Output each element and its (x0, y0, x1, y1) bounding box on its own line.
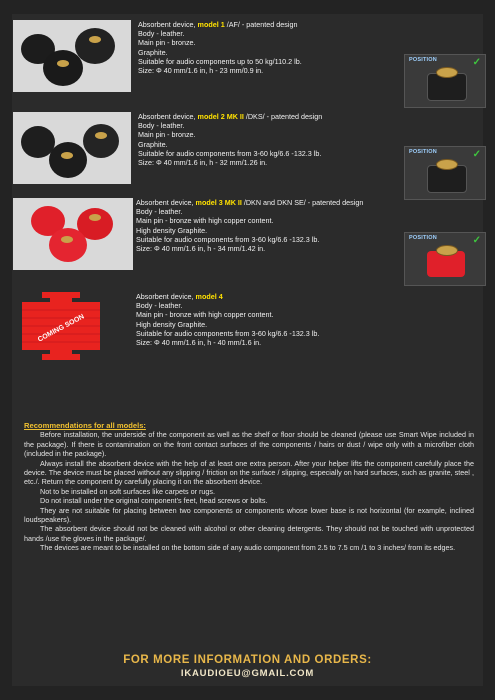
product-photo (13, 198, 133, 270)
contact-email[interactable]: IKAUDIOEU@GMAIL.COM (180, 668, 315, 679)
recommendation-paragraph: Always install the absorbent device with the help of at least one extra person. After your helper lifts the component carefully place the device. The device must be placed without any slipping / friction on the surface / slipping, especially on hard surfaces, such as granite, steel , etc./. Return the component by carefully placing it on the absorbent device. (24, 458, 474, 487)
recommendation-paragraph: Before installation, the underside of the component as well as the shelf or floor should be cleaned (please use Smart Wipe included in the package). If there is contamination on the front contact surfaces of the components / hairs or dust / wipe only with a microfiber cloth (included in the package). (24, 430, 474, 459)
checkmark-icon: ✓ (472, 149, 481, 160)
recommendation-paragraph: Not to be installed on soft surfaces like carpets or rugs. (40, 486, 215, 496)
checkmark-icon: ✓ (472, 235, 481, 246)
product-photo (13, 112, 131, 184)
recommendation-paragraph: They are not suitable for placing between two components or components whose lower base is not horizontal (for example, inclined loudspeakers). (24, 505, 474, 525)
recommendations (24, 421, 474, 553)
checkmark-icon: ✓ (472, 57, 481, 68)
product-description: Absorbent device, model 2 MK II /DKS/ - patented design Body - leather. Main pin - bronze. Graphite. Suitable for audio components from 3-60 kg/6.6 -132.3 lb. Size: Φ 40 mm/1.6 in, h - 32 mm/1.26 in. (138, 112, 323, 168)
product-description: Absorbent device, model 3 MK II /DKN and DKN SE/ - patented design Body - leather. Main pin - bronze with high copper content. High density Graphite. Suitable for audio components from 3-60 kg/6.6 -132.3 lb. Size: Φ 40 mm/1.6 in, h - 34 mm/1.42 in. (136, 198, 364, 254)
recommendation-paragraph: The devices are meant to be installed on the bottom side of any audio component from 2.5 to 7.5 cm /1 to 3 inches/ from its edges. (40, 543, 456, 553)
recommendations-title: Recommendations for all models: (24, 421, 146, 430)
position-image: POSITION ✓ (404, 54, 486, 108)
position-image: POSITION ✓ (404, 232, 486, 286)
footer (0, 654, 495, 679)
product-photo (13, 20, 131, 92)
coming-soon-badge: COMING SOON (36, 313, 86, 344)
position-image: POSITION ✓ (404, 146, 486, 200)
product-description: Absorbent device, model 4 Body - leather. Main pin - bronze with high copper content. High density Graphite. Suitable for audio components from 3-60 kg/6.6 -132.3 lb. Size: Φ 40 mm/1.6 in, h - 40 mm/1.6 in. (136, 292, 320, 348)
recommendation-paragraph: The absorbent device should not be cleaned with alcohol or other cleaning detergents. They should not be touched with unprotected hands /use the gloves in the package/. (24, 524, 474, 543)
footer-heading: FOR MORE INFORMATION AND ORDERS: (123, 654, 372, 666)
recommendation-paragraph: Do not install under the original component's feet, head screws or bolts. (40, 496, 268, 506)
coming-soon-graphic (20, 292, 102, 360)
product-description: Absorbent device, model 1 /AF/ - patented design Body - leather. Main pin - bronze. Graphite. Suitable for audio components up to 50 kg/110.2 lb. Size: Φ 40 mm/1.6 in, h - 23 mm/0.9 in. (138, 20, 302, 76)
